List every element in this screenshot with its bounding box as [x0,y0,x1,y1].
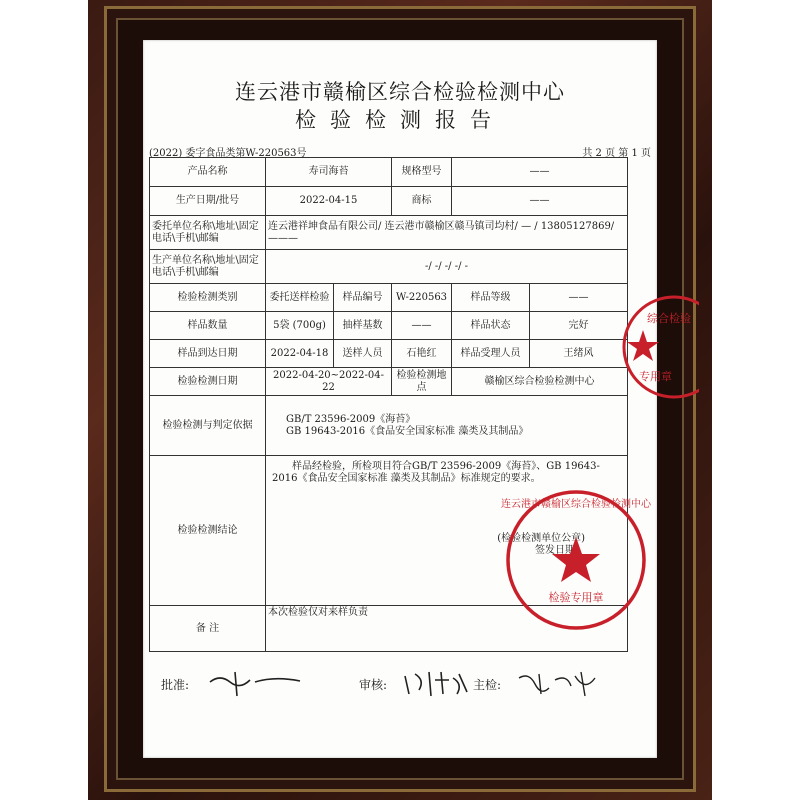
table-row [150,312,628,340]
reviewer-signature [401,668,471,698]
table-row [150,396,628,456]
report-paper [143,40,691,758]
product-name-label: 产品名称 [150,158,266,187]
sample-qty-label: 样品数量 [150,312,266,340]
seal-ring-text: 连云港市赣榆区综合检验检测中心 [501,499,651,510]
sampling-base-label: 抽样基数 [334,312,392,340]
seal-note: (检验检测单位公章) [497,533,585,544]
table-row [150,284,628,312]
basis-standard-1: GB/T 23596-2009《海苔》 [286,413,416,425]
table-row [150,187,628,216]
institution-title: 连云港市赣榆区综合检验检测中心 [235,80,565,104]
sample-grade-label: 样品等级 [452,284,530,312]
test-date-value: 2022-04-20~2022-04-22 [266,368,392,396]
table-row [150,158,628,187]
side-stamp [619,292,699,402]
sample-state-value: 完好 [530,312,628,340]
client-value: 连云港祥坤食品有限公司/ 连云港市赣榆区赣马镇司均村/ — / 13805127869/ ——— [266,216,628,250]
approve-label: 批准: [161,678,190,692]
prod-date-value: 2022-04-15 [266,187,392,216]
arrival-date-label: 样品到达日期 [150,340,266,368]
sender-label: 送样人员 [334,340,392,368]
spec-label: 规格型号 [392,158,452,187]
test-place-label: 检验检测地点 [392,368,452,396]
official-seal [501,485,651,635]
sample-no-label: 样品编号 [334,284,392,312]
test-type-value: 委托送样检验 [266,284,334,312]
side-stamp-sub: 专用章 [639,370,672,383]
manufacturer-value: -/ -/ -/ -/ - [266,250,628,284]
basis-label: 检验检测与判定依据 [150,396,266,456]
receiver-value: 王绪风 [530,340,628,368]
main-test-label: 主检: [473,678,502,692]
conclusion-text: 样品经检验，所检项目符合GB/T 23596-2009《海苔》、GB 19643-2016《食品安全国家标准 藻类及其制品》标准规定的要求。 [272,461,600,484]
table-row [150,216,628,250]
trademark-value: —— [452,187,628,216]
test-date-label: 检验检测日期 [150,368,266,396]
report-number: (2022) 委字食品类第W-220563号 [149,148,307,159]
table-row [150,368,628,396]
trademark-label: 商标 [392,187,452,216]
table-row [150,340,628,368]
client-label: 委托单位名称\地址\固定电话\手机\邮编 [150,216,266,250]
basis-cell [266,396,628,456]
review-label: 审核: [359,678,388,692]
spec-value: —— [452,158,628,187]
arrival-date-value: 2022-04-18 [266,340,334,368]
remarks-label: 备 注 [150,606,266,652]
product-name-value: 寿司海苔 [266,158,392,187]
sample-grade-value: —— [530,284,628,312]
manufacturer-label: 生产单位名称\地址\固定电话\手机\邮编 [150,250,266,284]
basis-standard-2: GB 19643-2016《食品安全国家标准 藻类及其制品》 [286,425,529,437]
table-row [150,250,628,284]
sampling-base-value: —— [392,312,452,340]
sample-state-label: 样品状态 [452,312,530,340]
sample-qty-value: 5袋 (700g) [266,312,334,340]
approver-signature [205,668,305,698]
report-title: 检验检测报告 [295,108,505,132]
test-place-value: 赣榆区综合检验检测中心 [452,368,628,396]
page-indicator: 共 2 页 第 1 页 [582,148,651,159]
test-type-label: 检验检测类别 [150,284,266,312]
side-stamp-text: 综合检验 [647,312,691,325]
seal-sub-text: 检验专用章 [548,591,604,604]
prod-date-label: 生产日期/批号 [150,187,266,216]
issue-date-label: 签发日期： [535,545,585,556]
sample-no-value: W-220563 [392,284,452,312]
remarks-value: 本次检验仅对来样负责 [266,606,628,652]
conclusion-label: 检验检测结论 [150,456,266,606]
main-tester-signature [515,668,605,698]
receiver-label: 样品受理人员 [452,340,530,368]
sender-value: 石艳红 [392,340,452,368]
